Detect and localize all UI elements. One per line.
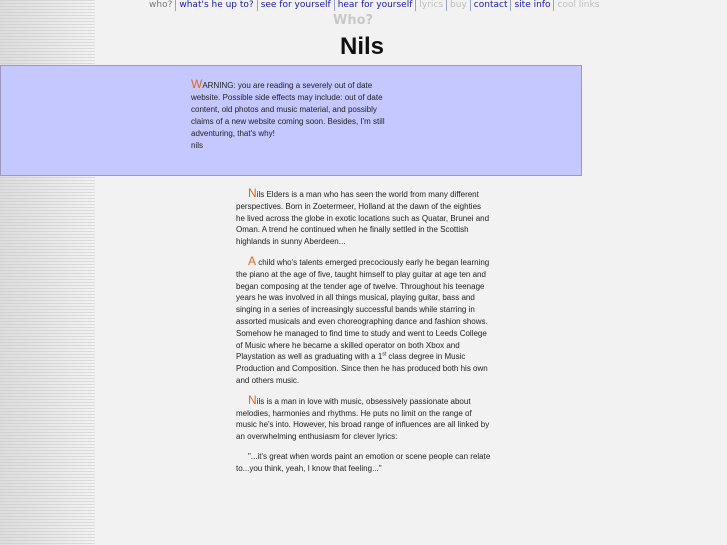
- bio-paragraph-1: [236, 188, 491, 248]
- nav-site-info[interactable]: site info: [510, 0, 553, 11]
- drop-cap: N: [248, 186, 257, 200]
- bio-text: class degree in Music Production and Composition. Since then he has produced both his own and others music.: [236, 352, 488, 385]
- bio-text: ils Elders is a man who has seen the world from many different perspectives. Born in Zoetermeer, Holland at the dawn of the eighties he lived across the globe in exotic locations such as Quatar, Brunei and Oman. A trend he continued when he finally settled in the Scottish highlands in sunny Aberdeen...: [236, 190, 490, 247]
- warning-word-rest: ARNING: [202, 81, 234, 90]
- nav-whats-he-up-to[interactable]: what's he up to?: [175, 0, 256, 11]
- page-title: Nils: [340, 33, 385, 60]
- bio-paragraph-2: [236, 253, 491, 387]
- bio-quote: "...it's great when words paint an emotion or scene people can relate to...you think, yeah, I know that feeling...": [236, 451, 491, 473]
- bio-content: [236, 188, 491, 483]
- nav-buy[interactable]: buy: [446, 0, 470, 11]
- bio-text: ils is a man in love with music, obsessively passionate about melodies, harmonies and rhythms. He puts no limit on the range of music he's into. However, his broad range of influences are all linked by an overwhelming enthusiasm for clever lyrics:: [236, 396, 490, 442]
- nav-hear-for-yourself[interactable]: hear for yourself: [334, 0, 416, 11]
- drop-cap: N: [248, 392, 257, 407]
- warning-signature: nils: [191, 141, 204, 150]
- page-subtitle: Who?: [333, 13, 374, 28]
- warning-box: [0, 65, 582, 176]
- bio-paragraph-3: [236, 392, 491, 443]
- nav-contact[interactable]: contact: [470, 0, 511, 11]
- warning-text: [191, 78, 391, 152]
- nav-who[interactable]: who?: [149, 0, 173, 10]
- nav-cool-links[interactable]: cool links: [553, 0, 602, 11]
- warning-body: : you are reading a severely out of date website. Possible side effects may include: out of date content, old photos and music material, and possibly claims of a new website coming soon. Besides, I'm still adventuring, that's why!: [191, 81, 385, 138]
- warning-drop-cap: W: [191, 77, 203, 91]
- nav-see-for-yourself[interactable]: see for yourself: [257, 0, 334, 11]
- superscript: st: [382, 351, 387, 358]
- drop-cap: A: [248, 253, 257, 268]
- top-navigation: [146, 0, 602, 13]
- bio-text: child who's talents emerged precociously early he began learning the piano at the age of five, taught himself to play guitar at age ten and began composing at the tender age of twelve. Throughout his teenage years he was involved in all things musical, playing guitar, bass and singing in a series of increasingly successful bands while starring in assorted musicals and even choreographing dance and fashion shows. Somehow he managed to find time to study and went to Leeds College of Music where he became a skilled operator on both Xbox and Playstation as well as graduating with a 1: [236, 257, 490, 362]
- nav-lyrics[interactable]: lyrics: [415, 0, 446, 11]
